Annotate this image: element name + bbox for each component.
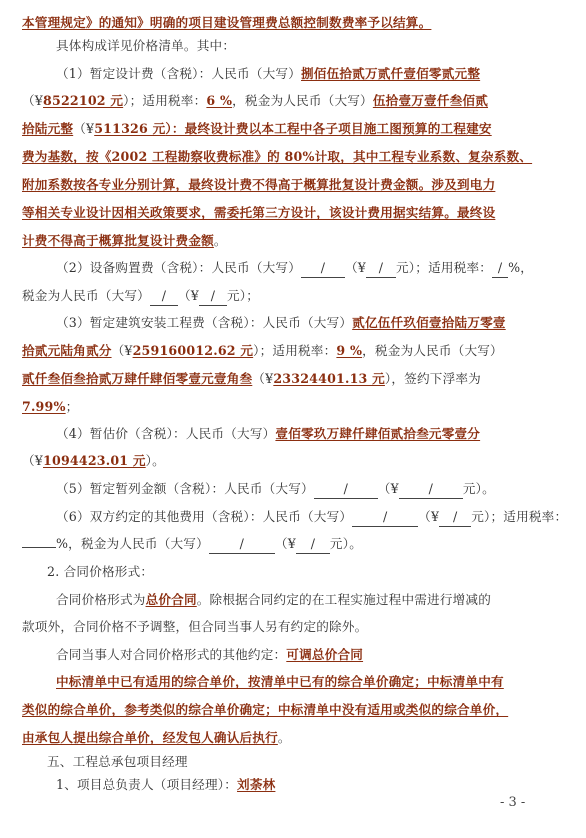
line-2 xyxy=(56,37,586,55)
blank-other-fees-amount: / xyxy=(439,508,471,527)
text-yen-open: （¥ xyxy=(377,481,399,496)
label-tax-rate: 元）；适用税率： xyxy=(396,260,493,275)
text-price-list-intro: 具体构成详见价格清单。其中： xyxy=(56,38,236,53)
blank-equipment-words: / xyxy=(301,259,345,278)
text-price-form-desc: 。除根据合同约定的在工程实施过程中需进行增减的 xyxy=(196,592,492,607)
text-unit-price-rule-1: 中标清单中已有适用的综合单价，按清单中已有的综合单价确定；中标清单中有 xyxy=(56,674,504,689)
label-price-form: 合同价格形式为 xyxy=(56,592,146,607)
value-construction-fee-words-cont: 拾贰元陆角贰分 xyxy=(22,343,112,358)
value-provisional-sum-amount: 1094423.01 元 xyxy=(43,453,146,468)
text-design-fee-basis-3: 附加系数按各专业分别计算，最终设计费不得高于概算批复设计费金额。涉及到电力 xyxy=(22,177,496,192)
value-price-form: 总价合同 xyxy=(145,592,197,607)
label-tax-words: ，税金为人民币（大写） xyxy=(232,93,373,108)
text-unit-price-rule-3: 由承包人提出综合单价，经发包人确认后执行 xyxy=(22,730,278,745)
text-design-fee-basis-2: 费为基数，按《2002 工程勘察收费标准》的 80%计取，其中工程专业系数、复杂系数、 xyxy=(22,149,533,164)
line-17 xyxy=(22,452,586,470)
blank-equipment-tax-words: / xyxy=(150,287,178,306)
label-tax-rate: ）；适用税率： xyxy=(123,93,207,108)
blank-other-tax-amount: / xyxy=(296,535,330,554)
blank-other-tax-words: / xyxy=(209,535,275,554)
text-yen-open: （¥ xyxy=(22,93,44,108)
text-percent: %， xyxy=(508,260,534,275)
line-24 xyxy=(56,646,586,664)
value-provisional-sum-words: 壹佰零玖万肆仟肆佰贰拾叁元零壹分 xyxy=(275,426,481,441)
heading-contract-price-form: 2. 合同价格形式： xyxy=(47,564,154,579)
label-equipment-fee: （2）设备购置费（含税）：人民币（大写） xyxy=(56,260,301,275)
value-construction-fee-words: 贰亿伍仟玖佰壹拾陆万零壹 xyxy=(352,315,506,330)
blank-other-tax-rate xyxy=(22,547,56,548)
line-13 xyxy=(22,342,586,360)
blank-contingency-words: / xyxy=(314,480,378,499)
text-semicolon: ； xyxy=(65,399,79,414)
label-other-agreement: 合同当事人对合同价格形式的其他约定： xyxy=(56,647,287,662)
blank-equipment-amount: / xyxy=(366,259,396,278)
text-price-form-desc-2: 款项外，合同价格不予调整，但合同当事人另有约定的除外。 xyxy=(22,619,368,634)
page-number: - 3 - xyxy=(500,795,526,810)
text-yen-open: （¥ xyxy=(252,371,274,386)
text-yen-close: ）。 xyxy=(145,453,165,468)
text-yen-open: （¥ xyxy=(73,121,95,136)
text-period: 。 xyxy=(213,233,227,248)
label-project-manager: 1、项目总负责人（项目经理）： xyxy=(56,777,238,792)
label-tax-rate: 元）；适用税率： xyxy=(471,509,568,524)
value-construction-fee-amount: 259160012.62 元 xyxy=(132,343,254,358)
label-discount-rate: ），签约下浮率为 xyxy=(384,371,481,386)
line-11 xyxy=(22,287,586,306)
text-regulation-notice: 本管理规定》的通知》明确的项目建设管理费总额控制数费率予以结算。 xyxy=(22,15,432,30)
blank-equipment-tax-amount: / xyxy=(199,287,227,306)
line-27 xyxy=(22,729,586,747)
text-yen-open: （¥ xyxy=(274,536,296,551)
text-design-fee-basis: ）：最终设计费以本工程中各子项目施工图预算的工程建安 xyxy=(165,121,492,136)
line-3 xyxy=(56,65,586,83)
line-5 xyxy=(22,120,586,138)
text-yen-close: 元）。 xyxy=(462,481,495,496)
line-20 xyxy=(22,535,586,554)
value-design-fee-amount: 8522102 元 xyxy=(43,93,124,108)
text-yen-open: （¥ xyxy=(111,343,133,358)
value-design-fee-words: 捌佰伍拾贰万贰仟壹佰零贰元整 xyxy=(301,66,481,81)
line-15 xyxy=(22,398,586,416)
value-design-tax-words-cont: 拾陆元整 xyxy=(22,121,74,136)
text-unit-price-rule-2: 类似的综合单价，参考类似的综合单价确定；中标清单中没有适用或类似的综合单价， xyxy=(22,702,509,717)
blank-contingency-amount: / xyxy=(399,480,463,499)
label-other-fees: （6）双方约定的其他费用（含税）：人民币（大写） xyxy=(56,509,353,524)
value-construction-tax-rate: 9 % xyxy=(336,343,363,358)
text-yen-open: （¥ xyxy=(177,288,199,303)
text-yen-open: （¥ xyxy=(345,260,367,275)
label-tax-words: 税金为人民币（大写） xyxy=(22,288,150,303)
line-26 xyxy=(22,701,586,719)
text-design-fee-basis-4: 等相关专业设计因相关政策要求，需委托第三方设计，该设计费用据实结算。最终设 xyxy=(22,205,496,220)
label-tax-words: ，税金为人民币（大写） xyxy=(362,343,503,358)
value-design-tax-amount: 511326 元 xyxy=(94,121,166,136)
blank-other-fees-words: / xyxy=(352,508,418,527)
label-design-fee: （1）暂定设计费（含税）：人民币（大写） xyxy=(56,66,301,81)
heading-project-manager: 五、工程总承包项目经理 xyxy=(47,754,188,769)
value-design-tax-rate: 6 % xyxy=(206,93,233,108)
line-8 xyxy=(22,204,586,222)
label-tax-rate: ）；适用税率： xyxy=(253,343,337,358)
text-yen-open: （¥ xyxy=(418,509,440,524)
line-23 xyxy=(22,618,586,636)
value-construction-tax-words: 贰仟叁佰叁拾贰万肆仟肆佰零壹元壹角叁 xyxy=(22,371,253,386)
text-design-fee-basis-5: 计费不得高于概算批复设计费金额 xyxy=(22,233,214,248)
label-construction-fee: （3）暂定建筑安装工程费（含税）：人民币（大写） xyxy=(56,315,353,330)
line-7 xyxy=(22,176,586,194)
label-contingency: （5）暂定暂列金额（含税）：人民币（大写） xyxy=(56,481,314,496)
line-14 xyxy=(22,370,586,388)
line-21 xyxy=(47,563,586,581)
text-yen-close: 元）。 xyxy=(329,536,363,551)
value-discount-rate: 7.99% xyxy=(22,399,66,414)
line-9 xyxy=(22,232,586,250)
line-18 xyxy=(56,480,586,499)
text-yen-close: 元）； xyxy=(226,288,260,303)
line-25 xyxy=(56,673,586,691)
line-16 xyxy=(56,425,586,443)
label-provisional-sum: （4）暂估价（含税）：人民币（大写） xyxy=(56,426,276,441)
line-28 xyxy=(47,753,586,771)
line-6 xyxy=(22,148,586,166)
line-4 xyxy=(22,92,586,110)
text-period: 。 xyxy=(277,730,291,745)
line-19 xyxy=(56,508,586,527)
value-construction-tax-amount: 23324401.13 元 xyxy=(273,371,385,386)
value-design-tax-words: 伍拾壹万壹仟叁佰贰 xyxy=(372,93,489,108)
blank-equipment-tax-rate: / xyxy=(492,259,508,278)
text-yen-open: （¥ xyxy=(22,453,44,468)
line-29 xyxy=(56,776,586,794)
value-other-agreement: 可调总价合同 xyxy=(286,647,364,662)
line-22 xyxy=(56,591,586,609)
value-project-manager: 刘荼林 xyxy=(237,777,276,792)
line-12 xyxy=(56,314,586,332)
line-1 xyxy=(22,14,586,32)
line-10 xyxy=(56,259,586,278)
label-tax-words: %，税金为人民币（大写） xyxy=(56,536,209,551)
